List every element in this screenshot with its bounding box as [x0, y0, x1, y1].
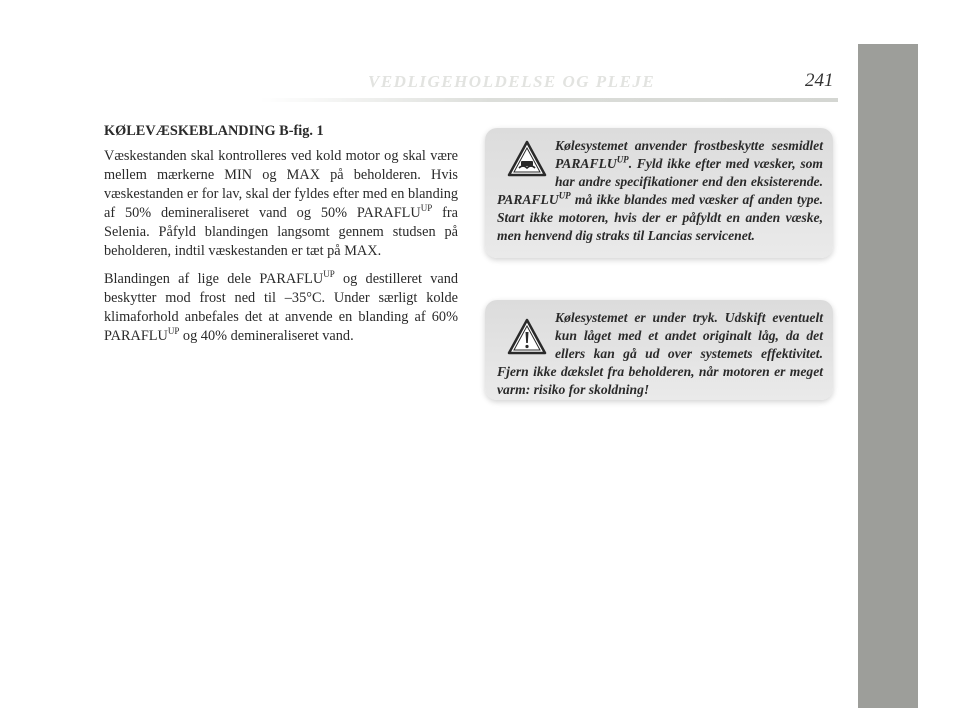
warning-triangle-icon: [507, 139, 547, 179]
paragraph-1: Væskestanden skal kontrolleres ved kold motor og skal være mellem mærkerne MIN og MAX på beholderen. Hvis væskestanden er for lav, skal der fyldes efter med en blanding af 50% demineraliseret vand og 50% $PARAFLU^{UP}$ fra Selenia. Påfyld blandingen langsomt gennem studsen på beholderen, indtil væskestanden er tæt på MAX.: [104, 148, 458, 259]
header-rule: [260, 98, 838, 102]
side-tab: [858, 44, 918, 708]
section-heading: KØLEVÆSKEBLANDING B-fig. 1: [104, 123, 324, 139]
page-number: 241: [805, 70, 834, 91]
main-text-column: [104, 122, 458, 355]
warning-box-pressure: Kølesystemet er under tryk. Udskift eventuelt kun låget med et andet originalt låg, da det ellers kan gå ud over systemets effektivitet. Fjern ikke dækslet fra beholderen, når motoren er meget varm: risiko for skoldning!: [485, 300, 833, 400]
warning-exclamation-icon: [507, 317, 547, 357]
section-title: VEDLIGEHOLDELSE OG PLEJE: [368, 72, 656, 91]
paragraph-2: Blandingen af lige dele $PARAFLU^{UP}$ og destilleret vand beskytter mod frost ned til –35°C. Under særligt kolde klimaforhold anbefales det at anvende en blanding af 60% $PARAFLU^{UP}$ og 40% demineraliseret vand.: [104, 269, 458, 344]
warning-box-antifreeze: Kølesystemet anvender frostbeskytte sesmidlet $PARAFLU^{UP}$. Fyld ikke efter med væsker, som har andre specifikationer end den eksisterende. $PARAFLU^{UP}$ må ikke blandes med væsker af anden type. Start ikke motoren, hvis der er påfyldt en anden væske, men henvend dig straks til Lancias servicenet.: [485, 128, 833, 258]
